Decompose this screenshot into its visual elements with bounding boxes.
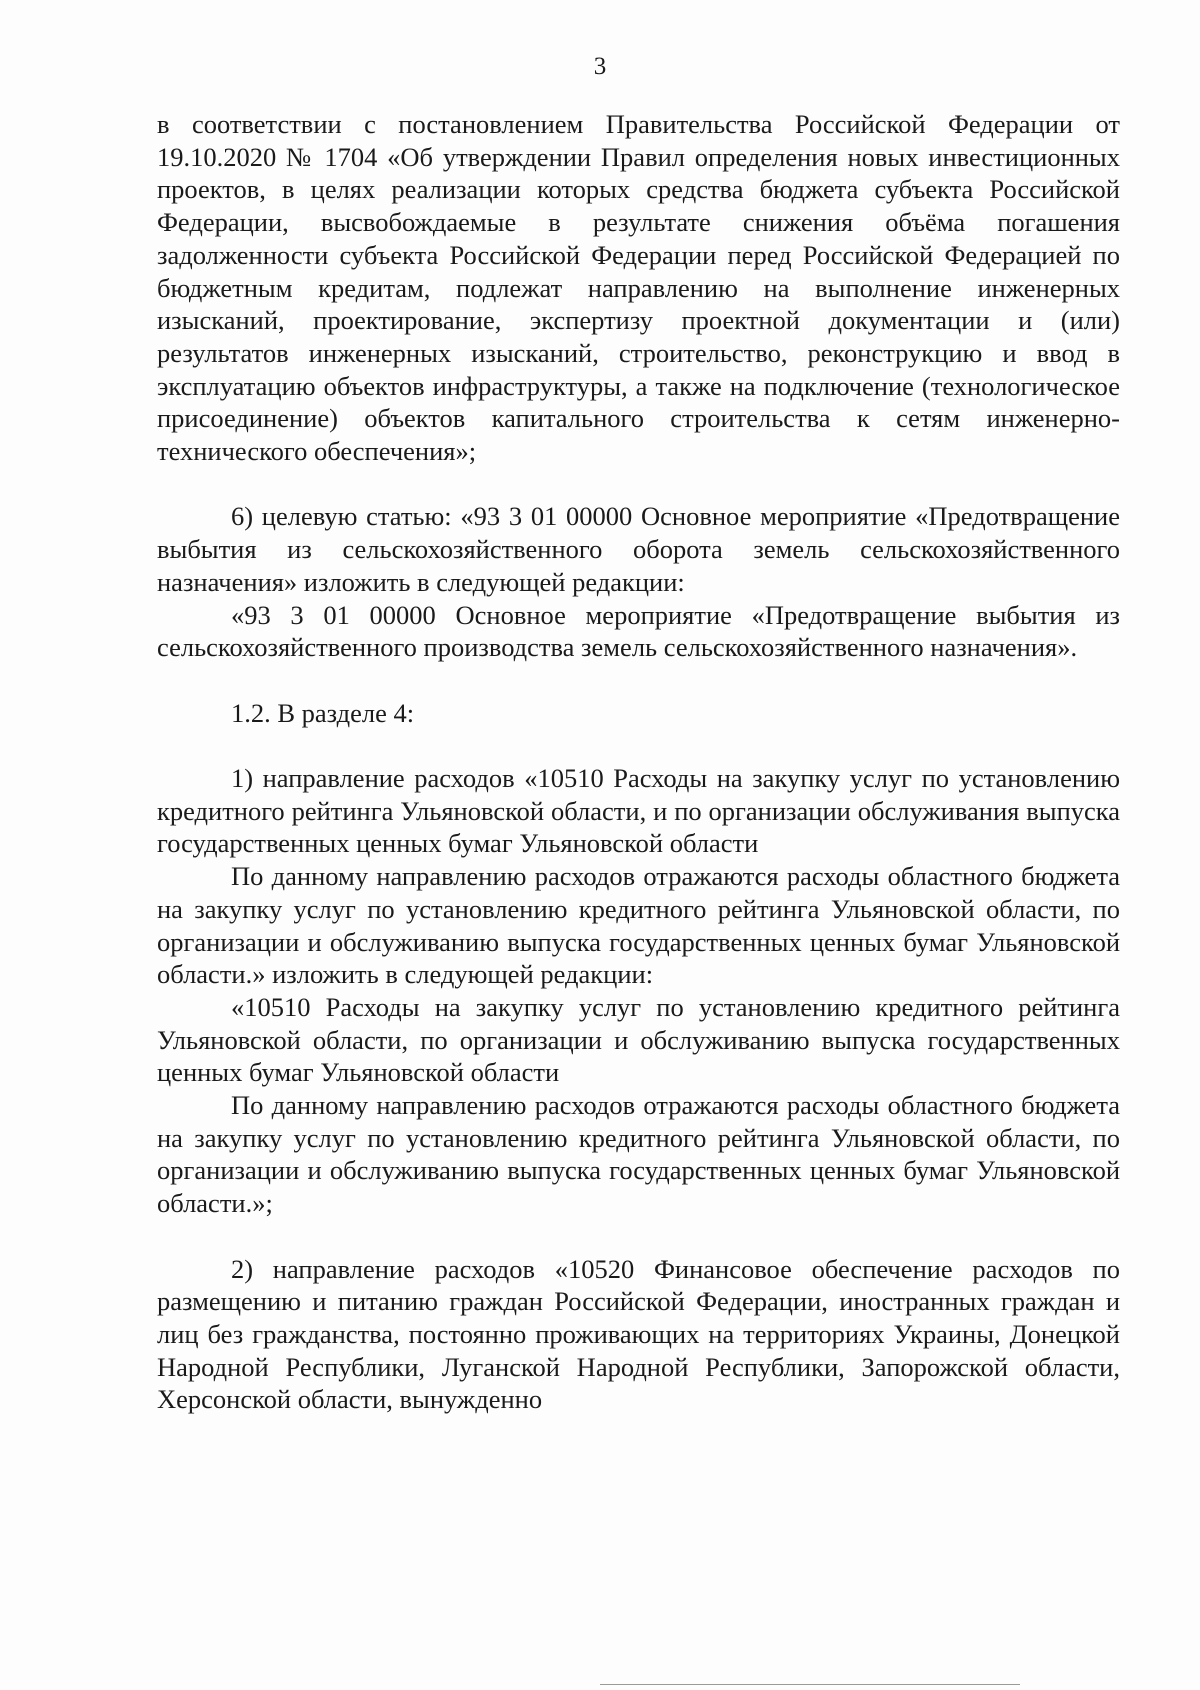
paragraph-gap [157,729,1120,762]
paragraph-gap [157,468,1120,501]
paragraph-direction-10510-new-description: По данному направлению расходов отражаются расходы областного бюджета на закупку услуг по установлению кредитного рейтинга Ульяновской области, по организации и обслуживанию выпуска государственных ценных бумаг Ульяновской области.»; [157,1090,1120,1219]
paragraph-item-6: 6) целевую статью: «93 3 01 00000 Основное мероприятие «Предотвращение выбытия из сельскохозяйственного оборота земель сельскохозяйственного назначения» изложить в следующей редакции: [157,501,1120,597]
paragraph-item-6-new-wording: «93 3 01 00000 Основное мероприятие «Предотвращение выбытия из сельскохозяйственного производства земель сельскохозяйственного назначения». [157,599,1120,663]
paragraph-gap [157,664,1120,697]
section-heading-1-2: 1.2. В разделе 4: [231,697,415,728]
document-body [157,108,1120,1416]
paragraph-direction-10510: 1) направление расходов «10510 Расходы на закупку услуг по установлению кредитного рейтинга Ульяновской области, и по организации обслуживания выпуска государственных ценных бумаг Ульяновской области [157,763,1120,859]
paragraph-direction-10510-new-wording: «10510 Расходы на закупку услуг по установлению кредитного рейтинга Ульяновской области, по организации и обслуживанию выпуска государственных ценных бумаг Ульяновской области [157,991,1120,1088]
paragraph-direction-10510-description: По данному направлению расходов отражаются расходы областного бюджета на закупку услуг по установлению кредитного рейтинга Ульяновской области, по организации и обслуживанию выпуска государственных ценных бумаг Ульяновской области.» изложить в следующей редакции: [157,861,1120,990]
paragraph-resolution-reference: в соответствии с постановлением Правительства Российской Федерации от 19.10.2020 № 1704 «Об утверждении Правил определения новых инвестиционных проектов, в целях реализации которых средства бюджета субъекта Российской Федерации, высвобождаемые в результате снижения объёма погашения задолженности субъекта Российской Федерации перед Российской Федерацией по бюджетным кредитам, подлежат направлению на выполнение инженерных изысканий, проектирование, экспертизу проектной документации и (или) результатов инженерных изысканий, строительство, реконструкцию и ввод в эксплуатацию объектов инфраструктуры, а также на подключение (технологическое присоединение) объектов капитального строительства к сетям инженерно-технического обеспечения»; [157,109,1120,467]
paragraph-gap [157,1220,1120,1253]
paragraph-direction-10520: 2) направление расходов «10520 Финансовое обеспечение расходов по размещению и питанию граждан Российской Федерации, иностранных граждан и лиц без гражданства, постоянно проживающих на территориях Украины, Донецкой Народной Республики, Луганской Народной Республики, Запорожской области, Херсонской области, вынужденно [157,1253,1120,1415]
scan-edge-line [600,1684,1020,1685]
page-number: 3 [593,53,607,80]
